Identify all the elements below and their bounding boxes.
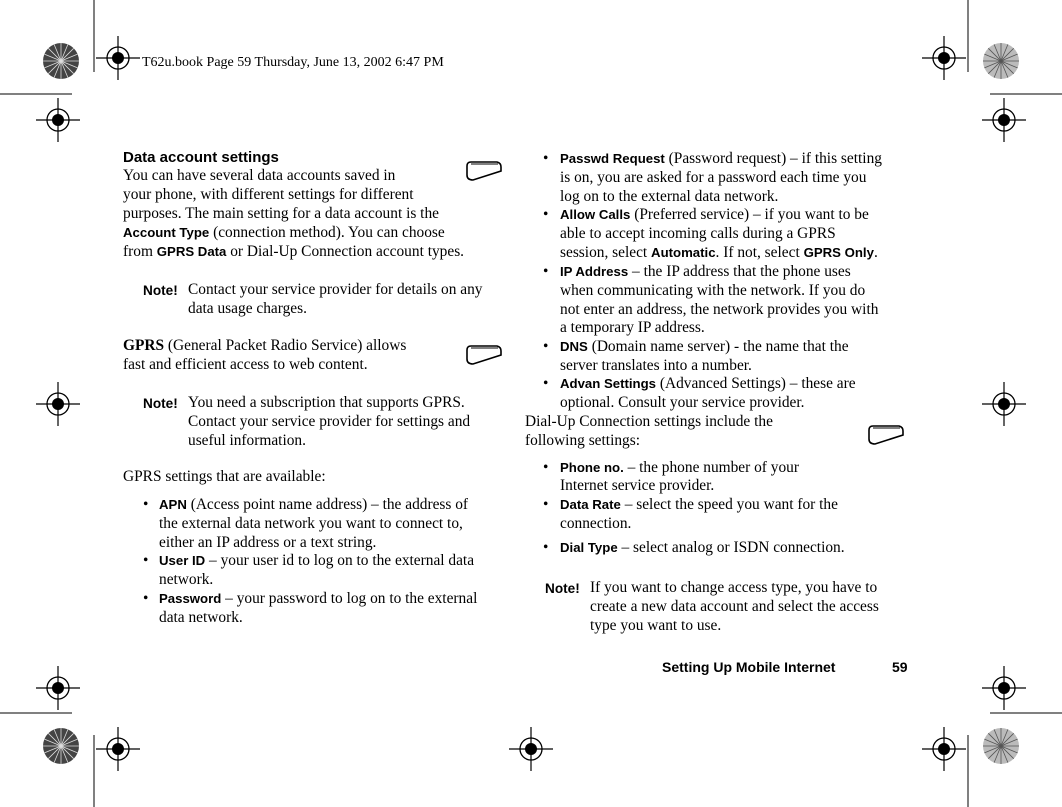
bullet-allow-calls (560, 206, 869, 225)
bullet-ip-address (560, 263, 851, 282)
phone-icon (866, 420, 906, 448)
bullet: • (543, 459, 549, 476)
bullet: • (543, 206, 549, 223)
bullet-phone-no (560, 459, 799, 478)
print-header: T62u.book Page 59 Thursday, June 13, 2002 6:47 PM (142, 55, 444, 70)
bullet-advan-settings-text: (Advanced Settings) – these are (656, 375, 856, 392)
bullet-passwd-request-text: (Password request) – if this setting (664, 150, 882, 167)
note-2-line-1: You need a subscription that supports GPRS. (188, 394, 465, 411)
note-2-line-3: useful information. (188, 432, 306, 449)
note-3-line-1: If you want to change access type, you have to (590, 579, 878, 596)
note-3-line-3: type you want to use. (590, 617, 722, 634)
bullet-data-rate-line-2: connection. (560, 515, 632, 532)
bullet: • (543, 375, 549, 392)
bullet-data-rate (560, 496, 838, 515)
page-number: 59 (892, 659, 908, 675)
intro-line-5-pre: from (123, 243, 157, 260)
dialup-line-2: following settings: (525, 432, 641, 449)
bullet-ip-address-line-2: when communicating with the network. If you do (560, 282, 866, 299)
term-gprs-only: GPRS Only (803, 245, 874, 260)
bullet-apn-text: (Access point name address) – the address of (186, 496, 469, 513)
bullet-passwd-request-line-3: log on to the external data network. (560, 188, 779, 205)
phone-icon (464, 156, 504, 184)
term-gprs-data: GPRS Data (156, 244, 227, 259)
intro-line-4 (123, 224, 445, 243)
note-3-line-2: create a new data account and select the access (590, 598, 879, 615)
intro-line-4-text: (connection method). You can choose (209, 224, 445, 241)
note-2-line-2: Contact your service provider for settings and (188, 413, 471, 430)
intro-line-3: purposes. The main setting for a data account is the (123, 205, 439, 222)
bullet: • (143, 552, 149, 569)
bullet-apn (159, 496, 468, 515)
term-dns: DNS (560, 339, 588, 354)
bullet-apn-line-3: either an IP address or a text string. (159, 534, 377, 551)
bullet-apn-line-2: the external data network you want to connect to, (159, 515, 463, 532)
bullet: • (543, 539, 549, 556)
bullet: • (543, 338, 549, 355)
bullet-phone-no-text: – the phone number of your (623, 459, 799, 476)
bullet: • (543, 496, 549, 513)
bullet-allow-calls-line-3 (560, 244, 878, 263)
bullet-advan-settings-line-2: optional. Consult your service provider. (560, 394, 805, 411)
term-allow-calls: Allow Calls (560, 207, 631, 222)
bullet-user-id (159, 552, 474, 571)
note-1-line-2: data usage charges. (188, 300, 307, 317)
intro-line-5 (123, 243, 464, 262)
allow-calls-l3-end: . (873, 244, 878, 261)
gprs-line-1 (123, 337, 406, 356)
bullet-passwd-request (560, 150, 882, 169)
gprs-line-1-text: (General Packet Radio Service) allows (164, 337, 407, 354)
bullet-data-rate-text: – select the speed you want for the (620, 496, 838, 513)
term-apn: APN (159, 497, 187, 512)
bullet: • (543, 150, 549, 167)
bullet-password-line-2: data network. (159, 609, 243, 626)
term-passwd-request: Passwd Request (560, 151, 665, 166)
note-1-line-1: Contact your service provider for details on any (188, 281, 483, 298)
gprs-line-2: fast and efficient access to web content. (123, 356, 368, 373)
gprs-settings-intro: GPRS settings that are available: (123, 468, 326, 485)
note-label: Note! (143, 396, 178, 411)
bullet-password (159, 590, 477, 609)
intro-line-2: your phone, with different settings for different (123, 186, 414, 203)
dialup-line-1: Dial-Up Connection settings include the (525, 413, 773, 430)
term-ip-address: IP Address (560, 264, 629, 279)
bullet-passwd-request-line-2: is on, you are asked for a password each time you (560, 169, 867, 186)
bullet-dial-type (560, 539, 845, 558)
bullet-phone-no-line-2: Internet service provider. (560, 477, 715, 494)
intro-line-1: You can have several data accounts saved in (123, 167, 396, 184)
bullet: • (143, 590, 149, 607)
bullet-user-id-line-2: network. (159, 571, 214, 588)
bullet-ip-address-text: – the IP address that the phone uses (628, 263, 851, 280)
allow-calls-l3-pre: session, select (560, 244, 652, 261)
bullet-dns (560, 338, 849, 357)
phone-icon (464, 340, 504, 368)
bullet: • (143, 496, 149, 513)
allow-calls-l3-mid: . If not, select (715, 244, 804, 261)
bullet-dns-text: (Domain name server) - the name that the (587, 338, 849, 355)
bullet-dial-type-text: – select analog or ISDN connection. (617, 539, 845, 556)
bullet-ip-address-line-3: not enter an address, the network provides you with (560, 301, 879, 318)
bullet: • (543, 263, 549, 280)
bullet-advan-settings (560, 375, 856, 394)
term-data-rate: Data Rate (560, 497, 621, 512)
section-heading: Data account settings (123, 149, 279, 166)
bullet-allow-calls-text: (Preferred service) – if you want to be (630, 206, 869, 223)
term-automatic: Automatic (651, 245, 716, 260)
term-advan-settings: Advan Settings (560, 376, 656, 391)
term-account-type: Account Type (123, 225, 210, 240)
bullet-ip-address-line-4: a temporary IP address. (560, 319, 705, 336)
footer-section-title: Setting Up Mobile Internet (662, 659, 836, 675)
bullet-dns-line-2: server translates into a number. (560, 357, 752, 374)
term-gprs: GPRS (123, 337, 165, 354)
note-label: Note! (143, 283, 178, 298)
bullet-user-id-text: – your user id to log on to the external data (205, 552, 475, 569)
term-password: Password (159, 591, 222, 606)
term-user-id: User ID (159, 553, 206, 568)
intro-line-5-text: or Dial-Up Connection account types. (226, 243, 465, 260)
bullet-allow-calls-line-2: able to accept incoming calls during a GPRS (560, 225, 836, 242)
term-phone-no: Phone no. (560, 460, 624, 475)
note-label: Note! (545, 581, 580, 596)
bullet-password-text: – your password to log on to the external (221, 590, 478, 607)
term-dial-type: Dial Type (560, 540, 618, 555)
